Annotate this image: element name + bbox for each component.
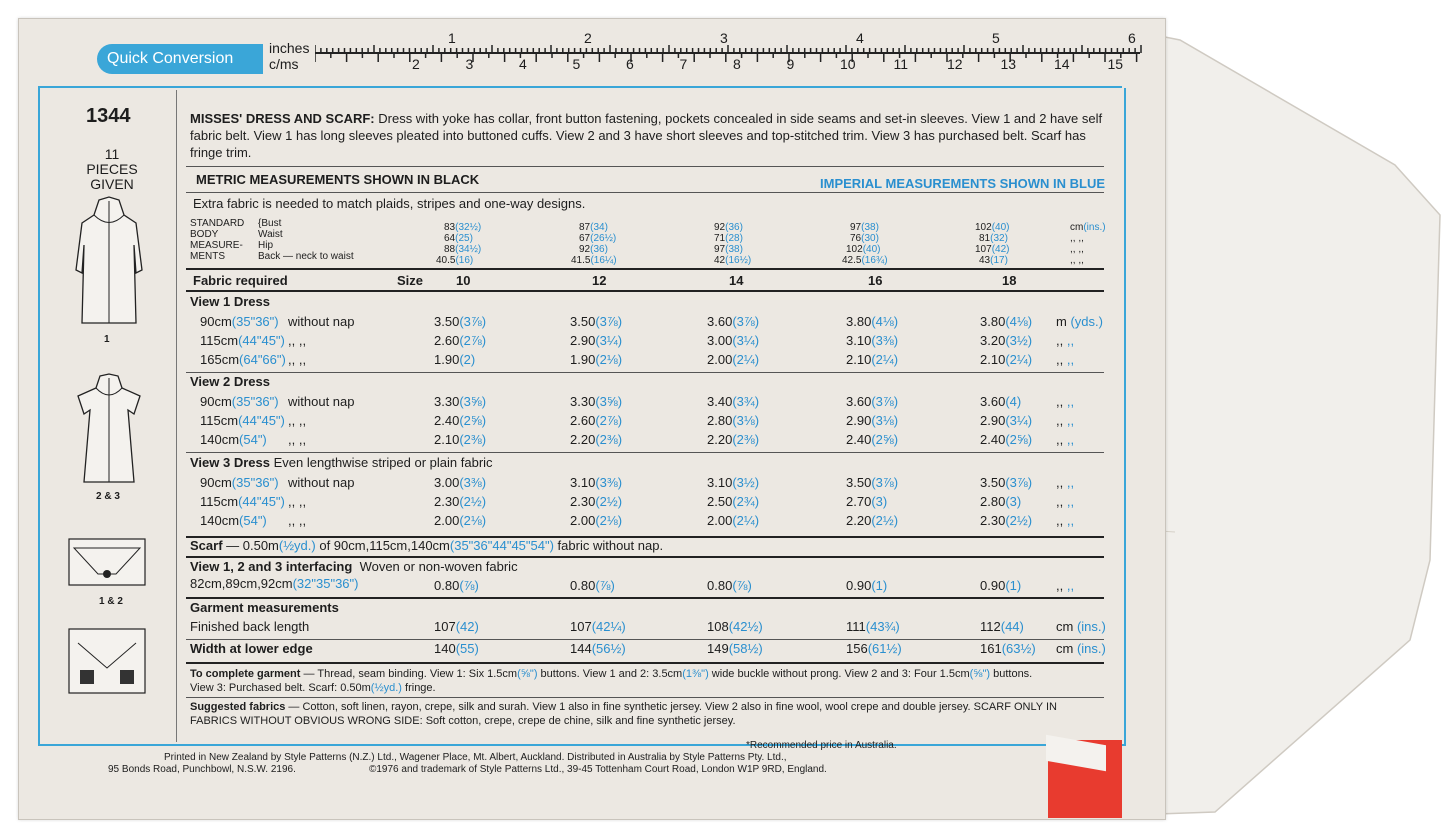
complete-t3b: (⅝") bbox=[969, 668, 991, 680]
standard-value: 64(25) bbox=[444, 233, 473, 244]
fabric-amount: 3.40(3¾) bbox=[707, 394, 760, 409]
fabric-amount: 3.20(3½) bbox=[980, 333, 1033, 348]
standard-value: 92(36) bbox=[714, 222, 743, 233]
fabric-amount: 2.20(2½) bbox=[846, 513, 899, 528]
divider bbox=[186, 166, 1104, 167]
standard-value: 67(26½) bbox=[579, 233, 617, 244]
standard-value: 41.5(16¼) bbox=[571, 255, 617, 266]
interfacing-note: Woven or non-woven fabric bbox=[359, 559, 518, 574]
complete-t2b: (1⅜") bbox=[682, 668, 709, 680]
view-title-row bbox=[190, 455, 493, 470]
complete-note bbox=[190, 667, 1032, 695]
standard-label: BODY bbox=[190, 229, 219, 240]
scarf-text-c: fabric without nap. bbox=[553, 538, 664, 553]
imperial-header: IMPERIAL MEASUREMENTS SHOWN IN BLUE bbox=[820, 176, 1106, 191]
suggested-t1: — Cotton, soft linen, rayon, crepe, silk and surah. View 1 also in fine synthetic jersey. View 2 also in fine wool, wool crepe and double jersey. SCARF ONLY IN bbox=[285, 701, 1057, 713]
fabric-amount: 3.50(3⅞) bbox=[570, 314, 623, 329]
ruler-inch-number: 2 bbox=[584, 30, 592, 46]
unit-label: ,, ,, bbox=[1056, 475, 1075, 490]
nap-label: without nap bbox=[288, 475, 355, 490]
divider bbox=[186, 697, 1104, 698]
ruler-inch-number: 1 bbox=[448, 30, 456, 46]
recommended-price: *Recommended price in Australia. bbox=[746, 740, 897, 751]
standard-value: 97(38) bbox=[850, 222, 879, 233]
fabric-width: 140cm(54") bbox=[200, 513, 267, 528]
unit-label: m (yds.) bbox=[1056, 314, 1103, 329]
scarf-text-b: of 90cm,115cm,140cm bbox=[315, 538, 450, 553]
view-1-label: 1 bbox=[104, 334, 110, 345]
fabric-amount: 2.20(2⅜) bbox=[570, 432, 623, 447]
fabric-width: 115cm(44"45") bbox=[200, 333, 285, 348]
ruler-cm-number: 10 bbox=[840, 56, 856, 72]
fabric-amount: 3.10(3⅜) bbox=[846, 333, 899, 348]
measurement-part: {Bust bbox=[258, 218, 282, 229]
view-title-row bbox=[190, 294, 270, 309]
ruler-cm-number: 15 bbox=[1107, 56, 1124, 72]
fabric-amount: 1.90(2⅛) bbox=[570, 352, 623, 367]
interfacing-amount: 0.90(1) bbox=[980, 578, 1022, 593]
divider bbox=[186, 290, 1104, 292]
ruler-inch-number: 3 bbox=[720, 30, 728, 46]
divider bbox=[186, 639, 1104, 640]
garment-row-label: Finished back length bbox=[190, 619, 310, 634]
interfacing-amount: 0.80(⅞) bbox=[570, 578, 615, 593]
divider bbox=[186, 192, 1104, 193]
fabric-width: 115cm(44"45") bbox=[200, 413, 285, 428]
fabric-amount: 2.80(3⅛) bbox=[707, 413, 760, 428]
standard-label: STANDARD bbox=[190, 218, 245, 229]
view-note: Even lengthwise striped or plain fabric bbox=[269, 455, 493, 470]
description-title: MISSES' DRESS AND SCARF: bbox=[190, 111, 375, 126]
ruler-cm-number: 9 bbox=[786, 56, 795, 72]
metric-header: METRIC MEASUREMENTS SHOWN IN BLACK bbox=[196, 172, 480, 187]
complete-t5b: (½yd.) bbox=[370, 682, 402, 694]
interfacing-title: View 1, 2 and 3 interfacing bbox=[190, 559, 353, 574]
standard-value: 102(40) bbox=[975, 222, 1010, 233]
standard-value: 92(36) bbox=[579, 244, 608, 255]
fabric-amount: 3.60(3⅞) bbox=[846, 394, 899, 409]
garment-measure: 140(55) bbox=[434, 641, 479, 656]
ruler-inch-number: 5 bbox=[992, 30, 1000, 46]
fabric-amount: 3.50(3⅞) bbox=[980, 475, 1033, 490]
ruler-cm-number: 3 bbox=[465, 56, 474, 72]
standard-unit: ,, ,, bbox=[1070, 255, 1084, 266]
interfacing-amount: 0.80(⅞) bbox=[707, 578, 752, 593]
garment-measure: 112(44) bbox=[980, 619, 1024, 634]
fabric-amount: 2.10(2¼) bbox=[980, 352, 1033, 367]
standard-unit: ,, ,, bbox=[1070, 233, 1084, 244]
interfacing-title-row bbox=[190, 559, 518, 574]
unit-label: ,, ,, bbox=[1056, 432, 1075, 447]
standard-label: MENTS bbox=[190, 251, 225, 262]
unit-label: cm (ins.) bbox=[1056, 641, 1106, 656]
complete-t1: — Thread, seam binding. View 1: Six 1.5cm bbox=[300, 668, 518, 680]
standard-value: 87(34) bbox=[579, 222, 608, 233]
fabric-amount: 2.70(3) bbox=[846, 494, 888, 509]
size-number: 16 bbox=[868, 273, 883, 288]
standard-value: 76(30) bbox=[850, 233, 879, 244]
fabric-width: 90cm(35"36") bbox=[200, 314, 279, 329]
suggested-fabrics bbox=[190, 700, 1057, 728]
divider bbox=[186, 556, 1104, 558]
ruler-cm-number: 5 bbox=[572, 56, 581, 72]
fabric-amount: 3.80(4⅛) bbox=[980, 314, 1033, 329]
nap-label: ,, ,, bbox=[288, 413, 307, 428]
complete-t6: fringe. bbox=[401, 682, 436, 694]
unit-label: cm (ins.) bbox=[1056, 619, 1106, 634]
garment-measure: 107(42) bbox=[434, 619, 479, 634]
standard-value: 102(40) bbox=[846, 244, 881, 255]
garment-measure: 107(42¼) bbox=[570, 619, 626, 634]
view-title: View 3 Dress bbox=[190, 455, 270, 470]
fabric-amount: 3.60(3⅞) bbox=[707, 314, 760, 329]
nap-label: ,, ,, bbox=[288, 432, 307, 447]
suggested-title: Suggested fabrics bbox=[190, 701, 286, 713]
garment-measure: 161(63½) bbox=[980, 641, 1036, 656]
standard-label: MEASURE- bbox=[190, 240, 243, 251]
divider bbox=[186, 597, 1104, 599]
complete-t5: View 3: Purchased belt. Scarf: 0.50m bbox=[190, 682, 371, 694]
conversion-ruler bbox=[315, 22, 1145, 77]
fabric-amount: 2.90(3¼) bbox=[980, 413, 1033, 428]
unit-label: ,, ,, bbox=[1056, 333, 1075, 348]
collar-sketch bbox=[68, 628, 146, 694]
fabric-amount: 3.30(3⅝) bbox=[570, 394, 623, 409]
description-text: Dress with yoke has collar, front button fastening, pockets concealed in side seams and set-in sleeves. View 1 and 2 have self fabric belt. View 1 has long sleeves pleated into buttoned cuffs. View 2 and 3 have short sleeves and top-stitched trim. View 3 has purchased belt. Scarf has fringe trim. bbox=[190, 111, 1103, 160]
ruler-cms-label: c/ms bbox=[269, 56, 299, 72]
fabric-amount: 2.60(2⅞) bbox=[434, 333, 487, 348]
ruler-cm-number: 2 bbox=[412, 56, 420, 72]
complete-title: To complete garment bbox=[190, 668, 301, 680]
measurement-part: Hip bbox=[258, 240, 274, 251]
garment-measure: 156(61½) bbox=[846, 641, 902, 656]
measurement-part: Back — neck to waist bbox=[258, 251, 354, 262]
unit-label: ,, ,, bbox=[1056, 352, 1075, 367]
size-number: 12 bbox=[592, 273, 607, 288]
fabric-amount: 2.10(2¼) bbox=[846, 352, 899, 367]
ruler-cm-number: 14 bbox=[1054, 56, 1070, 72]
interfacing-amount: 0.80(⅞) bbox=[434, 578, 479, 593]
fabric-amount: 2.30(2½) bbox=[434, 494, 487, 509]
ruler-cm-number: 12 bbox=[947, 56, 963, 72]
measurement-part: Waist bbox=[258, 229, 283, 240]
fabric-amount: 2.50(2¾) bbox=[707, 494, 760, 509]
fabric-amount: 2.00(2⅛) bbox=[434, 513, 487, 528]
view-title: View 2 Dress bbox=[190, 374, 270, 389]
interfacing-width-metric: 82cm,89cm,92cm bbox=[190, 576, 293, 591]
fabric-amount: 2.40(2⅝) bbox=[980, 432, 1033, 447]
view-1-dress-sketch bbox=[64, 195, 154, 330]
complete-t1b: (⅝") bbox=[517, 668, 538, 680]
interfacing-amount: 0.90(1) bbox=[846, 578, 888, 593]
garment-row-label: Width at lower edge bbox=[190, 641, 313, 656]
fabric-amount: 2.60(2⅞) bbox=[570, 413, 623, 428]
garment-measure: 149(58½) bbox=[707, 641, 763, 656]
standard-value: 83(32½) bbox=[444, 222, 482, 233]
fabric-amount: 2.00(2¼) bbox=[707, 513, 760, 528]
fabric-amount: 3.60(4) bbox=[980, 394, 1022, 409]
interfacing-width-imperial: (32"35"36") bbox=[292, 576, 359, 591]
ruler-inch-number: 6 bbox=[1128, 30, 1136, 46]
pattern-number: 1344 bbox=[86, 105, 131, 127]
fabric-amount: 2.00(2⅛) bbox=[570, 513, 623, 528]
extra-fabric-note: Extra fabric is needed to match plaids, stripes and one-way designs. bbox=[193, 196, 586, 211]
scarf-text-bb: (35"36"44"45"54") bbox=[449, 538, 554, 553]
view-title: View 1 Dress bbox=[190, 294, 270, 309]
fabric-amount: 2.40(2⅝) bbox=[846, 432, 899, 447]
view-1-2-label: 1 & 2 bbox=[99, 596, 123, 607]
standard-value: 81(32) bbox=[979, 233, 1008, 244]
ruler-inches-label: inches bbox=[269, 40, 310, 56]
standard-value: 97(38) bbox=[714, 244, 743, 255]
nap-label: ,, ,, bbox=[288, 333, 307, 348]
unit-label: ,, ,, bbox=[1056, 578, 1075, 593]
ruler-cm-number: 13 bbox=[1000, 56, 1017, 72]
fabric-amount: 2.40(2⅝) bbox=[434, 413, 487, 428]
unit-label: ,, ,, bbox=[1056, 413, 1075, 428]
fabric-amount: 2.00(2¼) bbox=[707, 352, 760, 367]
fabric-width: 165cm(64"66") bbox=[200, 352, 286, 367]
view-2-3-dress-sketch bbox=[64, 372, 154, 487]
unit-label: ,, ,, bbox=[1056, 494, 1075, 509]
pieces-given: 11 PIECES GIVEN bbox=[86, 146, 138, 192]
fabric-amount: 2.30(2½) bbox=[570, 494, 623, 509]
fabric-amount: 3.00(3⅜) bbox=[434, 475, 487, 490]
suggested-t2: FABRICS WITHOUT OBVIOUS WRONG SIDE: Soft cotton, crepe, crepe de chine, silk and fine synthetic jersey. bbox=[190, 715, 736, 727]
standard-value: 43(17) bbox=[979, 255, 1008, 266]
scarf-text-ab: (½yd.) bbox=[278, 538, 316, 553]
quick-conversion-badge: Quick Conversion bbox=[97, 44, 263, 74]
garment-measure: 111(43¾) bbox=[846, 619, 900, 634]
size-number: 18 bbox=[1002, 273, 1017, 288]
interfacing-width bbox=[190, 576, 358, 591]
fabric-amount: 2.90(3⅛) bbox=[846, 413, 899, 428]
fabric-amount: 2.80(3) bbox=[980, 494, 1022, 509]
view-title-row bbox=[190, 374, 270, 389]
divider bbox=[186, 452, 1104, 453]
fabric-amount: 2.20(2⅜) bbox=[707, 432, 760, 447]
fabric-amount: 2.30(2½) bbox=[980, 513, 1033, 528]
ruler-cm-number: 4 bbox=[519, 56, 527, 72]
pattern-description bbox=[190, 110, 1108, 161]
ruler-cm-number: 6 bbox=[626, 56, 634, 72]
ruler-cm-number: 11 bbox=[893, 56, 909, 72]
standard-value: 107(42) bbox=[975, 244, 1010, 255]
view-2-3-label: 2 & 3 bbox=[96, 491, 120, 502]
fabric-width: 115cm(44"45") bbox=[200, 494, 285, 509]
standard-value: 71(28) bbox=[714, 233, 743, 244]
size-number: 14 bbox=[729, 273, 744, 288]
fabric-width: 90cm(35"36") bbox=[200, 394, 279, 409]
fabric-amount: 3.80(4⅛) bbox=[846, 314, 899, 329]
scarf-row bbox=[190, 538, 663, 553]
address-note: 95 Bonds Road, Punchbowl, N.S.W. 2196. bbox=[108, 764, 296, 775]
garment-measure: 144(56½) bbox=[570, 641, 626, 656]
standard-value: 42(16½) bbox=[714, 255, 752, 266]
nap-label: ,, ,, bbox=[288, 513, 307, 528]
fabric-width: 140cm(54") bbox=[200, 432, 267, 447]
complete-t4: buttons. bbox=[990, 668, 1033, 680]
unit-label: ,, ,, bbox=[1056, 394, 1075, 409]
copyright-note: ©1976 and trademark of Style Patterns Ltd., 39-45 Tottenham Court Road, London W1P 9RD, England. bbox=[369, 764, 827, 775]
nap-label: without nap bbox=[288, 394, 355, 409]
divider bbox=[186, 268, 1104, 270]
complete-t2: buttons. View 1 and 2: 3.5cm bbox=[537, 668, 683, 680]
standard-value: 40.5(16) bbox=[436, 255, 474, 266]
divider bbox=[186, 662, 1104, 664]
nap-label: ,, ,, bbox=[288, 352, 307, 367]
standard-unit: cm(ins.) bbox=[1070, 222, 1106, 233]
fabric-amount: 3.10(3½) bbox=[707, 475, 760, 490]
nap-label: ,, ,, bbox=[288, 494, 307, 509]
fabric-width: 90cm(35"36") bbox=[200, 475, 279, 490]
ruler-cm-number: 8 bbox=[733, 56, 741, 72]
unit-label: ,, ,, bbox=[1056, 513, 1075, 528]
fabric-amount: 1.90(2) bbox=[434, 352, 476, 367]
nap-label: without nap bbox=[288, 314, 355, 329]
standard-unit: ,, ,, bbox=[1070, 244, 1084, 255]
fabric-amount: 3.50(3⅞) bbox=[846, 475, 899, 490]
scarf-sketch bbox=[68, 538, 146, 586]
standard-value: 88(34½) bbox=[444, 244, 482, 255]
scarf-text-a: — 0.50m bbox=[222, 538, 279, 553]
fabric-amount: 3.50(3⅞) bbox=[434, 314, 487, 329]
printed-note: Printed in New Zealand by Style Patterns (N.Z.) Ltd., Wagener Place, Mt. Albert, Auckland. Distributed in Australia by Style Patterns Pty. Ltd., bbox=[164, 752, 787, 763]
garment-title: Garment measurements bbox=[190, 600, 339, 615]
standard-value: 42.5(16¾) bbox=[842, 255, 888, 266]
divider bbox=[186, 372, 1104, 373]
size-label: Size bbox=[397, 273, 424, 288]
fabric-amount: 3.00(3¼) bbox=[707, 333, 760, 348]
fabric-required-label: Fabric required bbox=[193, 273, 288, 288]
garment-measure: 108(42½) bbox=[707, 619, 763, 634]
ruler-cm-number: 7 bbox=[679, 56, 688, 72]
ruler-inch-number: 4 bbox=[856, 30, 864, 46]
size-number: 10 bbox=[456, 273, 471, 288]
fabric-amount: 2.90(3¼) bbox=[570, 333, 623, 348]
scarf-title: Scarf bbox=[190, 538, 223, 553]
fabric-amount: 3.30(3⅝) bbox=[434, 394, 487, 409]
fabric-amount: 2.10(2⅜) bbox=[434, 432, 487, 447]
fabric-amount: 3.10(3⅜) bbox=[570, 475, 623, 490]
complete-t3: wide buckle without prong. View 2 and 3: Four 1.5cm bbox=[708, 668, 970, 680]
